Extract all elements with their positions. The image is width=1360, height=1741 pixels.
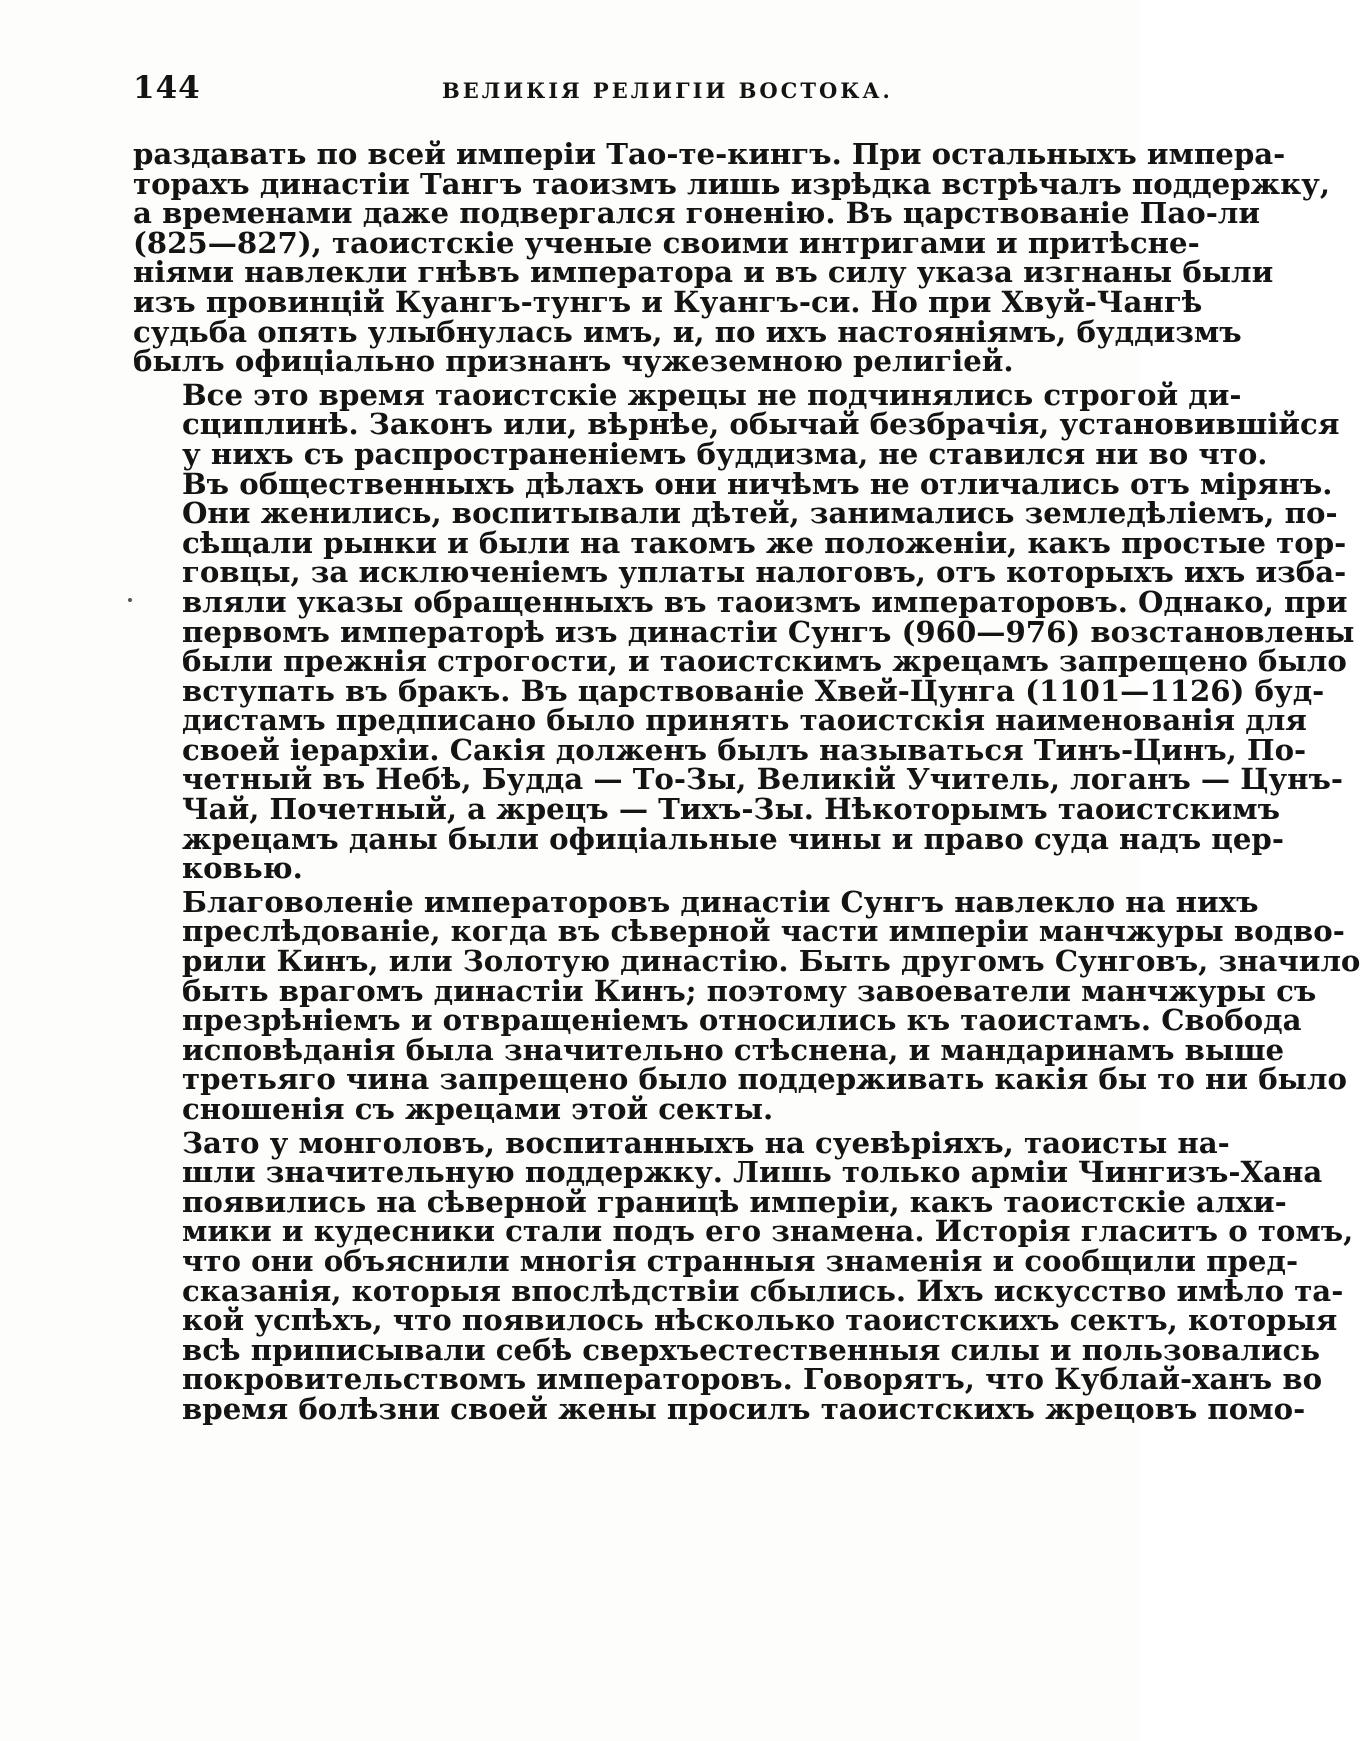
text-line: Зато у монголовъ, воспитанныхъ на суевѣріяхъ, таоисты на- bbox=[182, 1125, 1230, 1160]
text-line: говцы, за исключеніемъ уплаты налоговъ, отъ которыхъ ихъ изба- bbox=[182, 555, 1347, 590]
text-line: всѣ приписывали себѣ сверхъестественныя силы и пользовались bbox=[182, 1332, 1321, 1367]
text-line: ковью. bbox=[182, 851, 303, 886]
text-line: своей іерархіи. Сакія долженъ былъ называться Тинъ-Цинъ, По- bbox=[182, 732, 1307, 767]
running-head bbox=[133, 70, 1093, 110]
text-line: (825—827), таоистскіе ученые своими интригами и притѣсне- bbox=[133, 225, 1200, 260]
text-line: торахъ династіи Тангъ таоизмъ лишь изрѣдка встрѣчалъ поддержку, bbox=[133, 166, 1331, 201]
text-line: судьба опять улыбнулась имъ, и, по ихъ настояніямъ, буддизмъ bbox=[133, 314, 1242, 349]
text-line: сказанія, которыя впослѣдствіи сбылись. Ихъ искусство имѣло та- bbox=[182, 1273, 1344, 1308]
paragraph-4 bbox=[133, 1125, 1354, 1426]
text-line: сциплинѣ. Законъ или, вѣрнѣе, обычай безбрачія, установившійся bbox=[182, 407, 1340, 442]
paragraph-3 bbox=[133, 884, 1360, 1126]
text-line: у нихъ съ распространеніемъ буддизма, не ставился ни во что. bbox=[182, 436, 1268, 471]
text-line: время болѣзни своей жены просилъ таоистскихъ жрецовъ помо- bbox=[182, 1391, 1306, 1426]
margin-mark bbox=[128, 598, 132, 602]
text-line: что они объяснили многія странныя знаменія и сообщили пред- bbox=[182, 1243, 1299, 1278]
text-line: шли значительную поддержку. Лишь только арміи Чингизъ-Хана bbox=[182, 1155, 1323, 1190]
text-line: преслѣдованіе, когда въ сѣверной части имперіи манчжуры водво- bbox=[182, 914, 1345, 949]
text-line: Благоволеніе императоровъ династіи Сунгъ навлекло на нихъ bbox=[182, 884, 1259, 919]
text-line: появились на сѣверной границѣ имперіи, какъ таоистскіе алхи- bbox=[182, 1184, 1287, 1219]
text-line: третьяго чина запрещено было поддерживать какія бы то ни было bbox=[182, 1062, 1347, 1097]
text-line: вступать въ бракъ. Въ царствованіе Хвей-Цунга (1101—1126) буд- bbox=[182, 673, 1325, 708]
text-line: былъ офиціально признанъ чужеземною религіей. bbox=[133, 344, 1014, 379]
text-line: Все это время таоистскіе жрецы не подчинялись строгой ди- bbox=[182, 377, 1242, 412]
text-line: презрѣніемъ и отвращеніемъ относились къ таоистамъ. Свобода bbox=[182, 1003, 1302, 1038]
text-line: жрецамъ даны были офиціальные чины и право суда надъ цер- bbox=[182, 821, 1284, 856]
text-line: сѣщали рынки и были на такомъ же положеніи, какъ простые тор- bbox=[182, 525, 1347, 560]
text-line: первомъ императорѣ изъ династіи Сунгъ (960—976) возстановлены bbox=[182, 614, 1355, 649]
text-line: вляли указы обращенныхъ въ таоизмъ императоровъ. Однако, при bbox=[182, 584, 1348, 619]
text-line: раздавать по всей имперіи Тао-те-кингъ. При остальныхъ импера- bbox=[133, 137, 1286, 171]
text-line: изъ провинцій Куангъ-тунгъ и Куангъ-си. Но при Хвуй-Чангѣ bbox=[133, 284, 1203, 319]
text-line: ніями навлекли гнѣвъ императора и въ силу указа изгнаны были bbox=[133, 255, 1274, 290]
text-line: Чай, Почетный, а жрецъ — Тихъ-Зы. Нѣкоторымъ таоистскимъ bbox=[182, 792, 1281, 827]
body-text bbox=[133, 137, 1360, 1429]
text-line: рили Кинъ, или Золотую династію. Быть другомъ Сунговъ, значило bbox=[182, 944, 1360, 979]
text-line: четный въ Небѣ, Будда — То-Зы, Великій Учитель, логанъ — Цунъ- bbox=[182, 762, 1344, 797]
text-line: мики и кудесники стали подъ его знамена. Исторія гласитъ о томъ, bbox=[182, 1214, 1354, 1249]
text-line: дистамъ предписано было принять таоистскія наименованія для bbox=[182, 703, 1307, 738]
running-title: ВЕЛИКІЯ РЕЛИГІИ ВОСТОКА. bbox=[442, 78, 893, 103]
text-line: сношенія съ жрецами этой секты. bbox=[182, 1092, 774, 1126]
page-number: 144 bbox=[133, 70, 201, 106]
paragraph-1 bbox=[133, 137, 1331, 379]
text-line: были прежнія строгости, и таоистскимъ жрецамъ запрещено было bbox=[182, 644, 1347, 679]
text-line: а временами даже подвергался гоненію. Въ царствованіе Пао-ли bbox=[133, 196, 1261, 231]
text-line: Въ общественныхъ дѣлахъ они ничѣмъ не отличались отъ мірянъ. bbox=[182, 466, 1333, 501]
text-line: кой успѣхъ, что появилось нѣсколько таоистскихъ сектъ, которыя bbox=[182, 1303, 1338, 1338]
text-line: быть врагомъ династіи Кинъ; поэтому завоеватели манчжуры съ bbox=[182, 973, 1317, 1008]
paragraph-2 bbox=[133, 377, 1355, 886]
text-line: покровительствомъ императоровъ. Говорятъ, что Кублай-ханъ во bbox=[182, 1362, 1323, 1397]
text-line: исповѣданія была значительно стѣснена, и мандаринамъ выше bbox=[182, 1032, 1285, 1067]
text-line: Они женились, воспитывали дѣтей, занимались земледѣліемъ, по- bbox=[182, 496, 1338, 531]
